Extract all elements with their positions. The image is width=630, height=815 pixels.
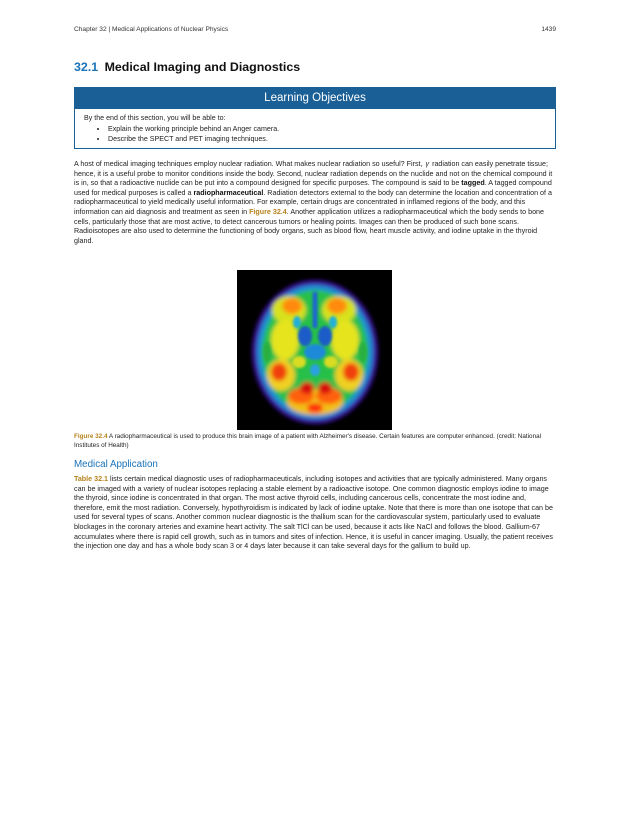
figure-link[interactable]: Figure 32.4 (249, 207, 287, 216)
medical-application-paragraph (74, 475, 556, 552)
learning-objectives-heading: Learning Objectives (75, 88, 555, 109)
medical-application-heading: Medical Application (74, 459, 158, 470)
objective-item: • Explain the working principle behind an Anger camera. (108, 124, 546, 134)
table-link[interactable]: Table 32.1 (74, 475, 109, 483)
learning-objectives-intro: By the end of this section, you will be able to: (84, 114, 226, 122)
intro-text: . A tagged compound used for medical purposes is called a (74, 179, 552, 197)
chapter-title: Chapter 32 | Medical Applications of Nuclear Physics (74, 26, 229, 33)
intro-text: radiation can easily penetrate tissue; hence, it is a useful probe to monitor conditions inside the body. Second, nuclear radiation depends on the nuclide and not on the chemical compound it is in, so that a radioactive nuclide can be put into a compound designed for specific purposes. The compound is said to be (74, 160, 553, 188)
intro-text: . Another application utilizes a radiopharmaceutical which the body sends to bone cells, particularly those that are most active, to detect cancerous tumors or healing points. Images can then be produced of such bone scans. Radioisotopes are also used to determine the functioning of body organs, such as blood flow, heart muscle activity, and iodine uptake in the thyroid gland. (74, 207, 544, 245)
objective-item: • Describe the SPECT and PET imaging techniques. (108, 134, 546, 144)
figure-label: Figure 32.4 (74, 433, 108, 440)
intro-text: . Radiation detectors external to the body can determine the location and concentration of a radiopharmaceutical to yield medically useful information. For example, certain drugs are concentrated in inflamed regions of the body, and this information can aid diagnosis and treatment as seen in (74, 188, 552, 216)
intro-paragraph (74, 160, 556, 246)
term-tagged: tagged (461, 179, 485, 188)
running-header (74, 26, 556, 33)
learning-objectives-list (84, 124, 546, 144)
section-title: Medical Imaging and Diagnostics (104, 60, 301, 74)
intro-text: A host of medical imaging techniques employ nuclear radiation. What makes nuclear radiation so useful? First, (74, 160, 423, 168)
term-radiopharmaceutical: radiopharmaceutical (193, 188, 264, 197)
gamma-symbol: γ (425, 160, 430, 168)
section-heading (74, 60, 300, 74)
learning-objectives-box (74, 87, 556, 149)
page-number: 1439 (541, 26, 556, 33)
learning-objectives-body (75, 109, 555, 148)
brain-scan-image (237, 270, 392, 430)
medical-application-text: lists certain medical diagnostic uses of radiopharmaceuticals, including isotopes and activities that are typically administered. Many organs can be imaged with a variety of nuclear isotopes replacing a stable element by a radioactive isotope. One common diagnostic employs iodine to image the thyroid, since iodine is concentrated in that organ. The most active thyroid cells, including cancerous cells, concentrate the most iodine and, therefore, emit the most radiation. Conversely, hypothyroidism is indicated by lack of iodine uptake. Note that there is more than one isotope that can be used for several types of scans. Another common nuclear diagnostic is the thallium scan for the cardiovascular system, particularly used to evaluate blockages in the coronary arteries and examine heart activity. The salt TlCl can be used, because it acts like NaCl and follows the blood. Gallium-67 accumulates where there is rapid cell growth, such as in tumors and sites of infection. Hence, it is useful in cancer imaging. Usually, the patient receives the injection one day and has a whole body scan 3 or 4 days later because it can take several days for the gallium to build up. (74, 475, 553, 551)
figure-caption-text: A radiopharmaceutical is used to produce this brain image of a patient with Alzheimer's disease. Certain features are computer enhanced. (credit: National Institutes of Health) (74, 433, 542, 449)
section-number: 32.1 (74, 60, 99, 74)
figure-caption (74, 433, 558, 450)
